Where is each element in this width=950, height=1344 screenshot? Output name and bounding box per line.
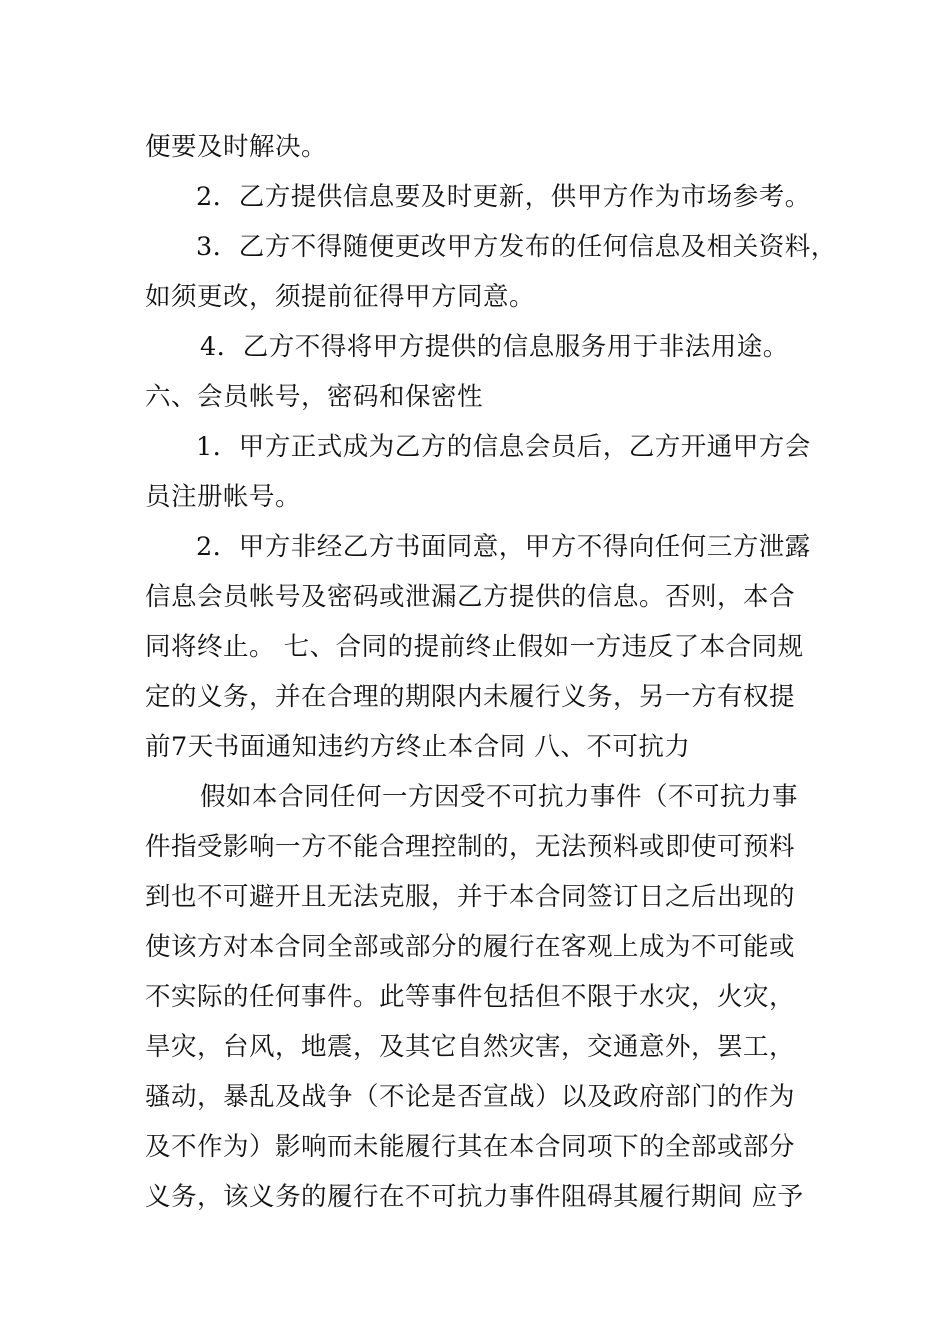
text-line: 使该方对本合同全部或部分的履行在客观上成为不可能或 [145, 932, 796, 962]
text-line: 便要及时解决。 [145, 132, 328, 162]
text-line: 4．乙方不得将甲方提供的信息服务用于非法用途。 [200, 332, 789, 362]
text-line: 员注册帐号。 [145, 482, 302, 512]
text-line: 1．甲方正式成为乙方的信息会员后，乙方开通甲方会 [196, 432, 811, 462]
text-line: 义务，该义务的履行在不可抗力事件阻碍其履行期间 应予 [145, 1182, 804, 1212]
text-line: 骚动，暴乱及战争（不论是否宣战）以及政府部门的作为 [145, 1082, 796, 1112]
text-line: 定的义务，并在合理的期限内未履行义务，另一方有权提 [145, 682, 796, 712]
text-line: 3．乙方不得随便更改甲方发布的任何信息及相关资料， [196, 232, 837, 262]
section-heading: 六、会员帐号，密码和保密性 [145, 382, 484, 412]
text-line: 及不作为）影响而未能履行其在本合同项下的全部或部分 [145, 1132, 796, 1162]
text-line: 到也不可避开且无法克服，并于本合同签订日之后出现的 [145, 882, 796, 912]
text-line: 如须更改，须提前征得甲方同意。 [145, 282, 536, 312]
text-line: 2．甲方非经乙方书面同意，甲方不得向任何三方泄露 [196, 532, 811, 562]
text-line: 不实际的任何事件。此等事件包括但不限于水灾，火灾， [145, 982, 796, 1012]
text-line: 信息会员帐号及密码或泄漏乙方提供的信息。否则，本合 [145, 582, 796, 612]
text-line: 旱灾，台风，地震，及其它自然灾害，交通意外，罢工， [145, 1032, 796, 1062]
text-line: 2．乙方提供信息要及时更新，供甲方作为市场参考。 [196, 182, 811, 212]
text-line: 前7天书面通知违约方终止本合同 八、不可抗力 [145, 732, 691, 762]
text-line: 件指受影响一方不能合理控制的，无法预料或即使可预料 [145, 832, 796, 862]
text-line: 同将终止。 七、合同的提前终止假如一方违反了本合同规 [145, 632, 804, 662]
text-line: 假如本合同任何一方因受不可抗力事件（不可抗力事 [200, 782, 799, 812]
